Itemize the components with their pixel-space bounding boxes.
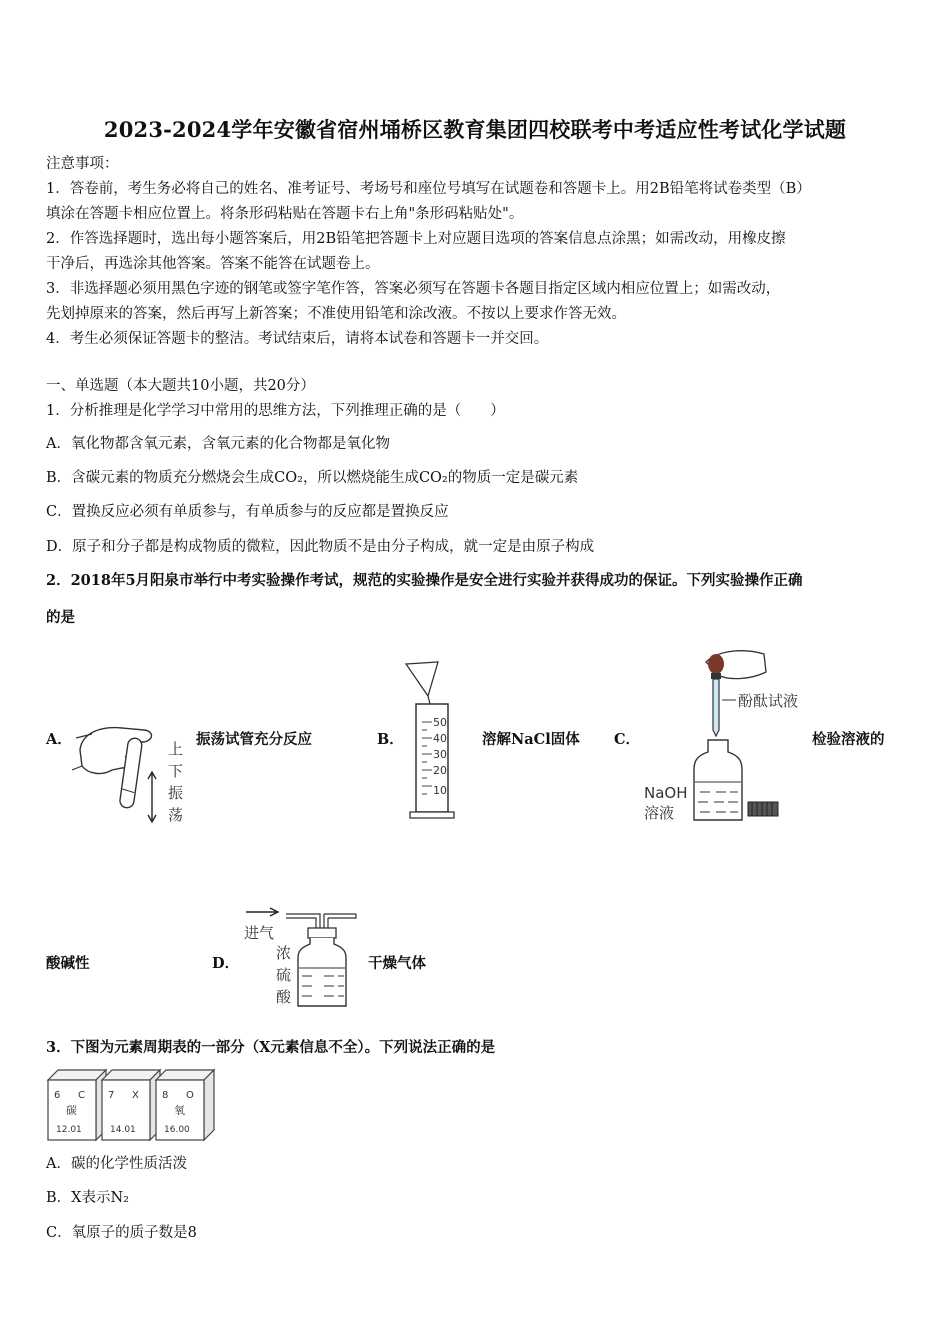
- question-3-option-a: A．碳的化学性质活泼: [46, 1156, 187, 1172]
- element-symbol: C: [78, 1090, 85, 1101]
- element-name: 碳: [66, 1104, 77, 1117]
- figure-label: 荡: [168, 806, 184, 824]
- atomic-mass: 14.01: [110, 1125, 136, 1135]
- element-cell-x: [102, 1070, 160, 1140]
- tick-label: 20: [433, 764, 447, 777]
- option-c-letter: C．: [614, 731, 641, 748]
- tick-label: 30: [433, 748, 447, 761]
- section-heading: 一、单选题（本大题共10小题，共20分）: [46, 378, 315, 394]
- element-cell-carbon: [48, 1070, 106, 1140]
- figure-label: 振: [168, 784, 184, 802]
- question-1-option-c: C．置换反应必须有单质参与，有单质参与的反应都是置换反应: [46, 504, 449, 520]
- solution-label: NaOH: [644, 784, 688, 802]
- tick-label: 10: [433, 784, 447, 797]
- question-3-option-b: B．X表示N₂: [46, 1190, 129, 1206]
- notice-line: 1．答卷前，考生务必将自己的姓名、准考证号、考场号和座位号填写在试题卷和答题卡上。用2B铅笔将试卷类型（B）: [46, 181, 811, 197]
- option-d-letter: D．: [212, 955, 240, 972]
- exam-title: 2023-2024学年安徽省宿州埇桥区教育集团四校联考中考适应性考试化学试题: [103, 117, 847, 142]
- option-a-caption: 振荡试管充分反应: [196, 731, 312, 748]
- periodic-table-fragment: [46, 1068, 220, 1142]
- question-1-option-b: B．含碳元素的物质充分燃烧会生成CO₂，所以燃烧能生成CO₂的物质一定是碳元素: [46, 470, 579, 486]
- solution-label: 溶液: [644, 804, 675, 822]
- question-1-stem: 1．分析推理是化学学习中常用的思维方法，下列推理正确的是（ ）: [46, 403, 505, 419]
- phenolphthalein-test-figure: [640, 646, 812, 826]
- figure-label: 下: [168, 762, 184, 780]
- tick-label: 50: [433, 716, 447, 729]
- atomic-mass: 12.01: [56, 1125, 82, 1135]
- atomic-mass: 16.00: [164, 1125, 190, 1135]
- shake-test-tube-figure: [72, 722, 190, 830]
- notice-line: 先划掉原来的答案，然后再写上新答案；不准使用铅笔和涂改液。不按以上要求作答无效。: [46, 306, 626, 322]
- acid-label: 浓: [276, 944, 292, 962]
- reagent-label: 酚酞试液: [738, 692, 799, 710]
- element-cell-oxygen: [156, 1070, 214, 1140]
- option-a-letter: A．: [46, 731, 72, 748]
- gas-drying-bottle-figure: [240, 902, 362, 1012]
- notice-line: 2．作答选择题时，选出每小题答案后，用2B铅笔把答题卡上对应题目选项的答案信息点涂黑；如需改动，用橡皮擦: [46, 231, 786, 247]
- question-2-stem: 2．2018年5月阳泉市举行中考实验操作考试，规范的实验操作是安全进行实验并获得成功的保证。下列实验操作正确: [46, 572, 803, 589]
- option-b-letter: B．: [377, 731, 404, 748]
- option-c-caption: 检验溶液的: [812, 731, 885, 748]
- option-c-caption-continued: 酸碱性: [46, 955, 90, 972]
- notice-line: 3．非选择题必须用黑色字迹的钢笔或签字笔作答，答案必须写在答题卡各题目指定区域内相应位置上；如需改动，: [46, 281, 781, 297]
- question-1-option-d: D．原子和分子都是构成物质的微粒，因此物质不是由分子构成，就一定是由原子构成: [46, 539, 595, 555]
- atomic-number: 8: [162, 1090, 169, 1101]
- question-2-stem-continued: 的是: [46, 609, 75, 626]
- notice-heading: 注意事项：: [46, 156, 119, 172]
- element-name: 氧: [174, 1104, 185, 1117]
- atomic-number: 7: [108, 1090, 115, 1101]
- question-1-option-a: A．氧化物都含氧元素，含氧元素的化合物都是氧化物: [46, 436, 390, 452]
- notice-section: [46, 152, 916, 352]
- element-symbol: X: [132, 1090, 139, 1101]
- element-symbol: O: [186, 1090, 194, 1101]
- notice-line: 填涂在答题卡相应位置上。将条形码粘贴在答题卡右上角"条形码粘贴处"。: [46, 206, 524, 222]
- notice-line: 干净后，再选涂其他答案。答案不能答在试题卷上。: [46, 256, 380, 272]
- acid-label: 硫: [276, 966, 292, 984]
- graduated-cylinder-figure: [402, 658, 456, 820]
- inlet-label: 进气: [244, 924, 275, 942]
- tick-label: 40: [433, 732, 447, 745]
- question-3-option-c: C．氧原子的质子数是8: [46, 1225, 197, 1241]
- notice-line: 4．考生必须保证答题卡的整洁。考试结束后，请将本试卷和答题卡一并交回。: [46, 331, 549, 347]
- acid-label: 酸: [276, 988, 292, 1006]
- figure-label: 上: [168, 740, 184, 758]
- atomic-number: 6: [54, 1090, 61, 1101]
- question-3-stem: 3．下图为元素周期表的一部分（X元素信息不全）。下列说法正确的是: [46, 1039, 496, 1056]
- option-b-caption: 溶解NaCl固体: [482, 731, 580, 748]
- option-d-caption: 干燥气体: [368, 955, 426, 972]
